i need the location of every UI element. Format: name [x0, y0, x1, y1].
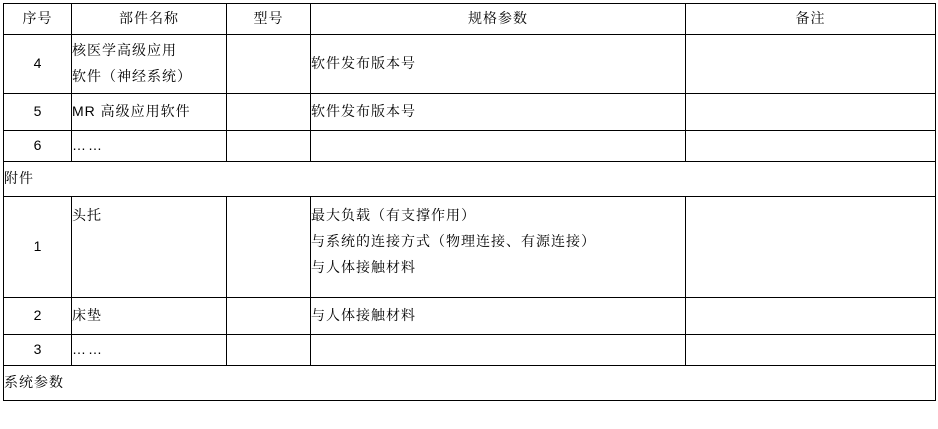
cell-note: [686, 298, 936, 335]
cell-name-line: 核医学高级应用: [72, 42, 177, 59]
cell-model: [227, 298, 311, 335]
cell-spec-line: 与系统的连接方式（物理连接、有源连接）: [311, 232, 596, 249]
cell-name: MR 高级应用软件: [72, 94, 227, 131]
cell-note: [686, 131, 936, 162]
cell-spec-line: 最大负载（有支撑作用）: [311, 207, 476, 223]
table-row: [4, 298, 936, 335]
cell-note: [686, 94, 936, 131]
section-label: 系统参数: [4, 366, 936, 401]
cell-spec: [311, 197, 686, 298]
column-header-spec: 规格参数: [311, 4, 686, 35]
column-header-note: 备注: [686, 4, 936, 35]
cell-no: 2: [4, 298, 72, 335]
cell-model: [227, 197, 311, 298]
cell-model: [227, 335, 311, 366]
cell-model: [227, 94, 311, 131]
cell-no: 4: [4, 35, 72, 94]
column-header-no: 序号: [4, 4, 72, 35]
cell-no: 5: [4, 94, 72, 131]
section-row-attachment: [4, 162, 936, 197]
cell-spec: 与人体接触材料: [311, 298, 686, 335]
document-page: [0, 3, 938, 429]
cell-name: [72, 35, 227, 94]
cell-note: [686, 335, 936, 366]
cell-spec-line: 与人体接触材料: [311, 258, 416, 275]
section-row-system-parameters: [4, 366, 936, 401]
cell-no: 6: [4, 131, 72, 162]
cell-name: 床垫: [72, 298, 227, 335]
cell-note: [686, 35, 936, 94]
cell-name: 头托: [72, 197, 227, 298]
cell-spec: 软件发布版本号: [311, 94, 686, 131]
cell-model: [227, 35, 311, 94]
cell-name: ……: [72, 131, 227, 162]
section-label: 附件: [4, 162, 936, 197]
column-header-model: 型号: [227, 4, 311, 35]
cell-name-line: 软件（神经系统）: [72, 68, 192, 84]
table-row: [4, 131, 936, 162]
cell-name: ……: [72, 335, 227, 366]
specification-table: [3, 3, 936, 401]
cell-model: [227, 131, 311, 162]
cell-spec: [311, 131, 686, 162]
table-row: [4, 197, 936, 298]
column-header-name: 部件名称: [72, 4, 227, 35]
cell-spec: [311, 335, 686, 366]
cell-note: [686, 197, 936, 298]
cell-no: 1: [4, 197, 72, 298]
table-row: [4, 35, 936, 94]
table-row: [4, 94, 936, 131]
cell-spec: [311, 35, 686, 94]
cell-spec-line: 软件发布版本号: [311, 55, 416, 72]
cell-no: 3: [4, 335, 72, 366]
table-row: [4, 335, 936, 366]
table-header-row: [4, 4, 936, 35]
